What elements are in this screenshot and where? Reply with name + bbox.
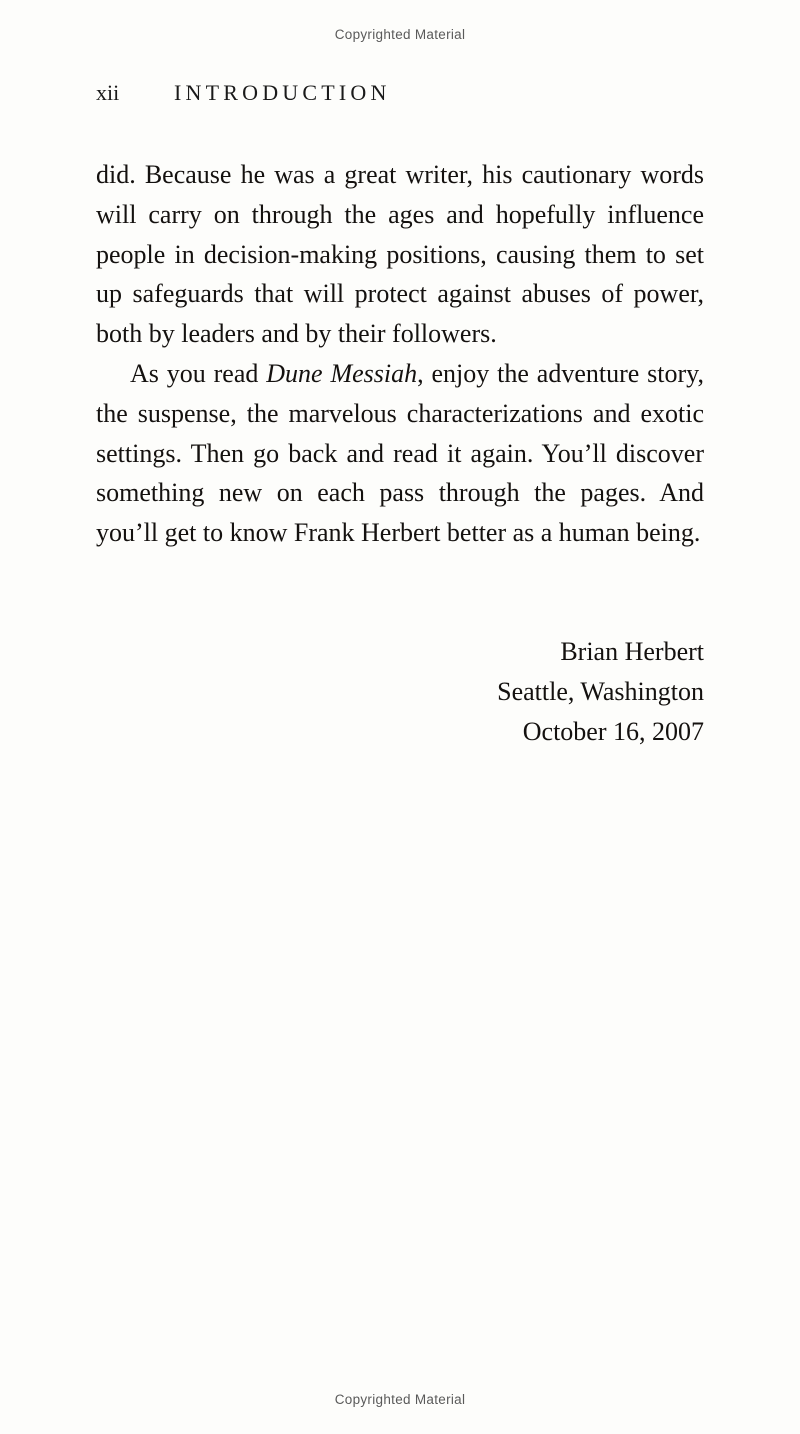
page-number: xii (96, 80, 120, 105)
chapter-title: INTRODUCTION (174, 80, 391, 105)
signature-date: October 16, 2007 (522, 716, 704, 746)
book-title-italic: Dune Messiah (266, 358, 418, 388)
signature-name: Brian Herbert (560, 637, 704, 666)
body-text (96, 155, 704, 553)
paragraph-2-before-title: As you read (130, 358, 267, 388)
copyright-watermark-bottom: Copyrighted Material (334, 1392, 466, 1407)
paragraph-2-after-title: , enjoy the adventure story, the suspense, the marvelous characterizations and exotic settings. Then go back and read it again. You’ll discover something new on each pass through the pages. And you’ll get to know Frank Herbert better as a human being. (96, 358, 704, 548)
paragraph-2 (96, 354, 704, 553)
copyright-watermark-top: Copyrighted Material (334, 27, 466, 42)
signature-location: Seattle, Washington (497, 676, 704, 706)
paragraph-1 (96, 155, 704, 354)
running-head (96, 80, 704, 106)
signature-block (96, 632, 704, 751)
paragraph-1-text: did. Because he was a great writer, his cautionary words will carry on through the ages and hopefully influence people in decision-making positions, causing them to set up safeguards that will protect against abuses of power, both by leaders and by their followers. (96, 160, 704, 349)
